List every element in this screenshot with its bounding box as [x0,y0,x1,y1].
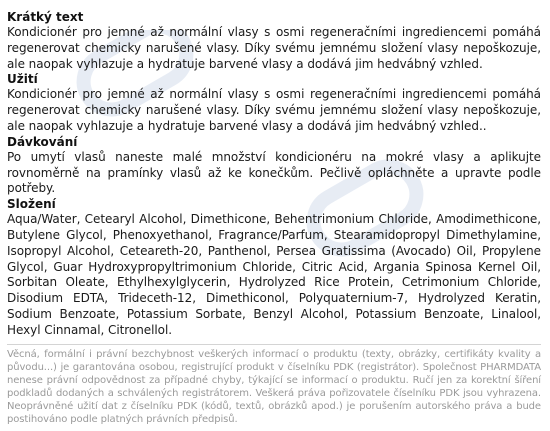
section-body: Aqua/Water, Cetearyl Alcohol, Dimethicone, Behentrimonium Chloride, Amodimethicone, Butylene Glycol, Phenoxyethanol, Fragrance/Parfum, Stearamidopropyl Dimethylamine, Isopropyl Alcohol, Ceteareth-20, Panthenol, Persea Gratissima (Avocado) Oil, Propylene Glycol, Guar Hydroxypropyltrimonium Chloride, Citric Acid, Argania Spinosa Kernel Oil, Sorbitan Oleate, Ethylhexylglycerin, Hydrolyzed Rice Protein, Cetrimonium Chloride, Disodium EDTA, Trideceth-12, Dimethiconol, Polyquaternium-7, Hydrolyzed Keratin, Sodium Benzoate, Potassium Sorbate, Benzyl Alcohol, Potassium Benzoate, Linalool, Hexyl Cinnamal, Citronellol. [7,212,541,337]
section-title: Dávkování [7,134,78,149]
section-body: Kondicionér pro jemné až normální vlasy s osmi regeneračními ingrediencemi pomáhá regenerovat chemicky narušené vlasy. Díky svému jemnému složení vlasy nepoškozuje, ale naopak vyhlazuje a hydratuje barvené vlasy a dodává jim hedvábný vzhled. [7,25,541,71]
section-usage [7,72,541,134]
section-title: Složení [7,197,56,212]
legal-disclaimer: Věcná, formální i právní bezchybnost veškerých informací o produktu (texty, obrázky, certifikáty kvality a původu...) je garantována osobou, registrující produkt v číselníku PDK (registrátor). Společnost PHARMDATA nenese právní odpovědnost za případné chyby, týkající se informací o produktu. Ručí jen za korektní šíření podkladů dodaných a schválených registrátorem. Veškerá práva pořizovatele číselníku PDK jsou vyhrazena. Neoprávněné užití dat z číselníku PDK (kódů, textů, obrázků apod.) je porušením autorského práva a bude postihováno podle platných právních předpisů. [7,344,541,426]
section-title: Krátký text [7,10,84,24]
section-title: Užití [7,72,38,87]
product-info [7,10,541,339]
section-body: Po umytí vlasů naneste malé množství kondicionéru na mokré vlasy a aplikujte rovnoměrně na pramínky vlasů až ke konečkům. Pečlivě opláchněte a upravte podle potřeby. [7,149,541,196]
section-ingredients [7,197,541,338]
section-body: Kondicionér pro jemné až normální vlasy s osmi regeneračními ingrediencemi pomáhá regenerovat chemicky narušené vlasy. Díky svému jemnému složení vlasy nepoškozuje, ale naopak vyhlazuje a hydratuje barvené vlasy a dodává jim hedvábný vzhled.. [7,87,541,133]
section-dosage [7,135,541,197]
section-short-text [7,10,541,72]
